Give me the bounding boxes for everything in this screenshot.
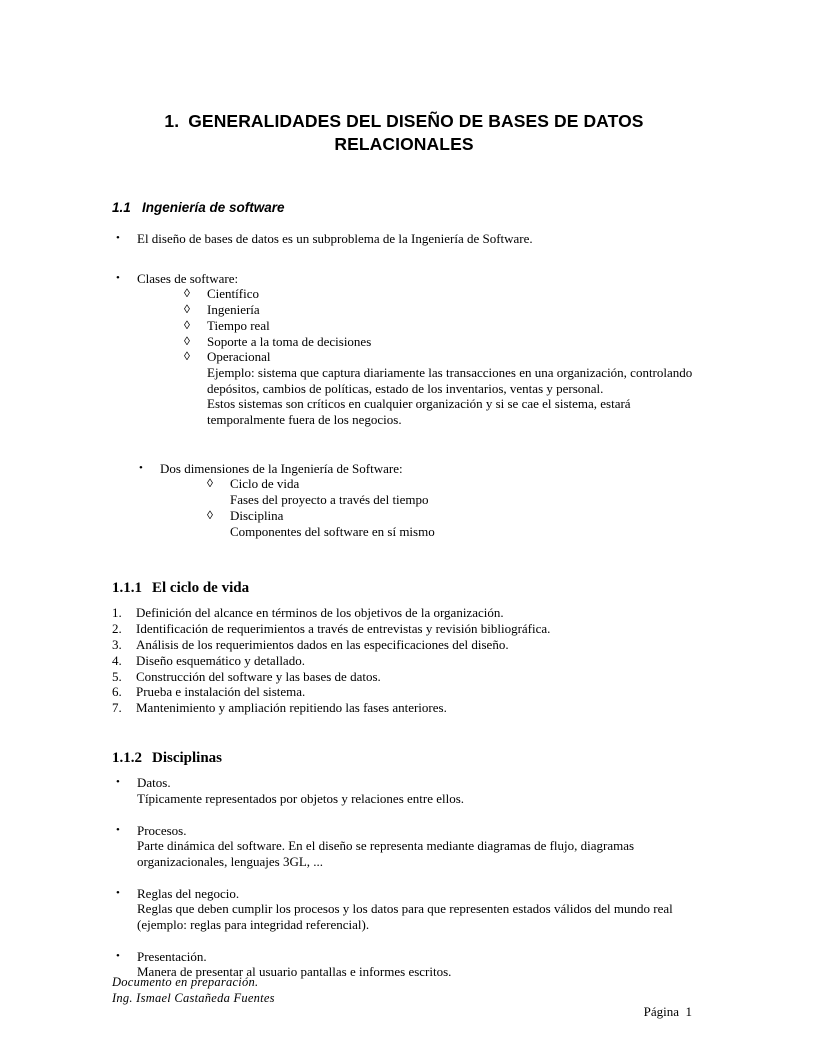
- list-item-label: Datos.: [137, 775, 171, 791]
- heading-1-1-2-number: 1.1.2: [112, 750, 142, 767]
- list-item-number: 5.: [112, 668, 122, 684]
- list-item: [112, 621, 696, 637]
- diamond-icon: ◊: [184, 333, 190, 348]
- list-item: [112, 669, 696, 685]
- bullet-icon: •: [116, 271, 120, 284]
- list-item-detail: Manera de presentar al usuario pantallas e informes escritos.: [137, 964, 452, 980]
- spacer: [112, 215, 696, 231]
- list-item: [112, 637, 696, 653]
- page-number: Página 1: [643, 1004, 692, 1019]
- list-item-number: 4.: [112, 652, 122, 668]
- heading-1-1-1-text: El ciclo de vida: [152, 580, 250, 597]
- list-item-label: Soporte a la toma de decisiones: [207, 333, 372, 349]
- list-item: [112, 653, 696, 669]
- spacer: [112, 807, 696, 823]
- list-item-label: Prueba e instalación del sistema.: [136, 684, 306, 700]
- list-item-label: Reglas del negocio.: [137, 885, 240, 901]
- list-item-label: Mantenimiento y ampliación repitiendo las fases anteriores.: [136, 700, 447, 716]
- list-item-number: 7.: [112, 700, 122, 716]
- bullet-icon: •: [139, 461, 143, 474]
- bullet-icon: •: [116, 232, 120, 244]
- bullet-icon: •: [116, 776, 120, 789]
- list-item-label: Ingeniería: [207, 302, 260, 318]
- list-item: [112, 286, 696, 302]
- diamond-icon: ◊: [184, 317, 190, 332]
- list-item: [112, 271, 696, 287]
- page-title: [112, 110, 696, 156]
- list-item-detail: Reglas que deben cumplir los procesos y los datos para que representen estados válidos del mundo real (ejemplo: reglas para integridad referencial).: [137, 901, 673, 933]
- disciplinas-list: [112, 775, 696, 980]
- list-item-detail: Componentes del software en sí mismo: [230, 523, 435, 539]
- bullet-icon: •: [116, 823, 120, 836]
- list-item-label: Identificación de requerimientos a través de entrevistas y revisión bibliográfica.: [136, 621, 551, 637]
- list-item-number: 2.: [112, 621, 122, 637]
- list-item-label: Científico: [207, 286, 259, 302]
- heading-1-1-1-number: 1.1.1: [112, 580, 142, 597]
- diamond-icon: ◊: [207, 507, 213, 522]
- page-content: [112, 0, 696, 980]
- heading-1-1-2: [112, 750, 696, 767]
- page-footer: [112, 975, 696, 1019]
- list-item-number: 3.: [112, 636, 122, 652]
- list-item-label: Presentación.: [137, 948, 207, 964]
- diamond-icon: ◊: [207, 476, 213, 491]
- list-item: [112, 605, 696, 621]
- spacer: [112, 539, 696, 580]
- dimensions-list: [135, 476, 696, 539]
- heading-1-1-text: Ingeniería de software: [142, 200, 285, 215]
- footer-note-line1: Documento en preparación.: [112, 975, 259, 989]
- list-item: [135, 476, 696, 492]
- list-item-detail: Fases del proyecto a través del tiempo: [230, 492, 429, 508]
- page-title-text: GENERALIDADES DEL DISEÑO DE BASES DE DATOS RELACIONALES: [188, 111, 644, 154]
- software-classes-list: [112, 286, 696, 365]
- list-item-label: Análisis de los requerimientos dados en las especificaciones del diseño.: [136, 636, 509, 652]
- diamond-icon: ◊: [184, 302, 190, 317]
- list-item: [135, 508, 696, 524]
- dimensions-block: [112, 461, 696, 540]
- list-item-label: Dos dimensiones de la Ingeniería de Software:: [160, 460, 403, 476]
- spacer: [112, 870, 696, 886]
- operacional-note-1: Ejemplo: sistema que captura diariamente las transacciones en una organización, controlando depósitos, cambios de políticas, estado de los inventarios, ventas y personal.: [207, 364, 693, 396]
- list-item-label: Ciclo de vida: [230, 476, 300, 492]
- spacer: [112, 933, 696, 949]
- heading-1-1: [112, 200, 696, 215]
- heading-1-1-2-text: Disciplinas: [152, 750, 223, 767]
- footer-note-line2: Ing. Ismael Castañeda Fuentes: [112, 990, 275, 1005]
- list-item-label: El diseño de bases de datos es un subproblema de la Ingeniería de Software.: [137, 231, 533, 246]
- list-item: [112, 231, 696, 247]
- spacer: [112, 597, 696, 605]
- dimensions-bullet: [135, 461, 696, 477]
- list-item: [112, 349, 696, 365]
- heading-1-1-number: 1.1: [112, 200, 131, 215]
- list-item: [112, 700, 696, 716]
- list-item: [112, 684, 696, 700]
- bullet-icon: •: [116, 886, 120, 899]
- ciclo-de-vida-steps: [112, 605, 696, 716]
- list-item-label: Diseño esquemático y detallado.: [136, 652, 305, 668]
- list-item-number: 6.: [112, 684, 122, 700]
- section-1-1-bullets: [112, 231, 696, 286]
- heading-1-1-1: [112, 580, 696, 597]
- spacer: [112, 767, 696, 775]
- bullet-icon: •: [116, 949, 120, 962]
- list-item-label: Construcción del software y las bases de datos.: [136, 668, 381, 684]
- list-item-detail: Típicamente representados por objetos y relaciones entre ellos.: [137, 790, 465, 806]
- list-item: [112, 823, 696, 870]
- list-item-label: Disciplina: [230, 507, 284, 523]
- list-item-detail: Parte dinámica del software. En el diseño se representa mediante diagramas de flujo, diagramas organizacionales, lenguajes 3GL, ...: [137, 838, 635, 869]
- list-item: [112, 886, 696, 933]
- list-item: [112, 334, 696, 350]
- list-item-label: Operacional: [207, 349, 271, 365]
- spacer: [112, 716, 696, 750]
- diamond-icon: ◊: [184, 286, 190, 301]
- operacional-note-2: Estos sistemas son críticos en cualquier organización y si se cae el sistema, estará temporalmente fuera de los negocios.: [207, 396, 631, 428]
- spacer: [112, 247, 696, 271]
- list-item-label: Procesos.: [137, 822, 187, 838]
- list-item: [112, 318, 696, 334]
- list-item-label: Definición del alcance en términos de los objetivos de la organización.: [136, 605, 504, 621]
- list-item-label: Tiempo real: [207, 317, 270, 333]
- page-title-number: 1.: [164, 111, 180, 131]
- list-item-label: Clases de software:: [137, 270, 239, 286]
- list-item: [112, 302, 696, 318]
- list-item: [135, 461, 696, 477]
- list-item: [112, 775, 696, 806]
- list-item-number: 1.: [112, 605, 122, 621]
- diamond-icon: ◊: [184, 349, 190, 364]
- spacer: [112, 428, 696, 461]
